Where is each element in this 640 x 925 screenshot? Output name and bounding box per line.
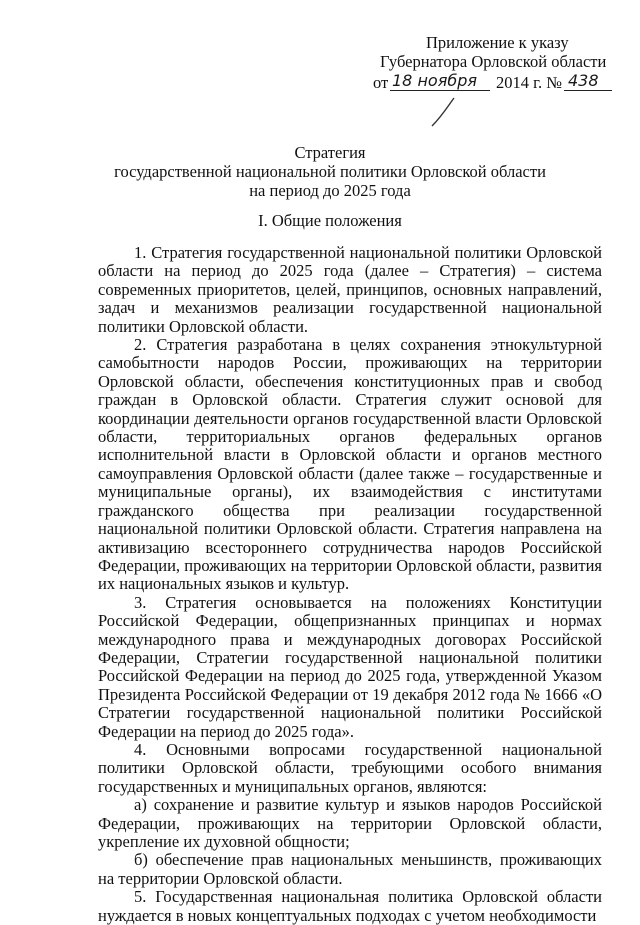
annex-line-1: Приложение к указу <box>426 33 569 52</box>
section-heading: I. Общие положения <box>258 211 402 230</box>
paragraph-4: 4. Основными вопросами государственной национальной политики Орловской области, требующими особого внимания государственных и муниципальных органов, являются: <box>98 739 602 796</box>
paragraph-5: 5. Государственная национальная политика Орловской области нуждается в новых концептуальных подходах с учетом необходимости <box>98 887 602 925</box>
date-underline <box>390 90 490 91</box>
date-year: 2014 г. № <box>496 73 563 92</box>
annex-date-line <box>372 71 622 93</box>
handwritten-number: 438 <box>568 71 599 90</box>
paragraph-3: 3. Стратегия основывается на положениях Конституции Российской Федерации, общепризнанных принципах и нормах международного права и международных договорах Российской Федерации, Стратегии государственной национальной политики Российской Федерации на период до 2025 года, утвержденной Указом Президента Российской Федерации от 19 декабря 2012 года № 1666 «О Стратегии государственной национальной политики Российской Федерации на период до 2025 года». <box>98 592 602 741</box>
paragraph-2: 2. Стратегия разработана в целях сохранения этнокультурной самобытности народов России, проживающих на территории Орловской области, обеспечения конституционных прав и свобод граждан в Орловской области. Стратегия служит основой для координации деятельности органов государственной власти Орловской области, территориальных органов федеральных органов исполнительной власти в Орловской области и органов местного самоуправления Орловской области (далее также – государственные и муниципальные органы), их взаимодействия с институтами гражданского общества при реализации государственной национальной политики Орловской области. Стратегия направлена на активизацию всестороннего сотрудничества народов Российской Федерации, проживающих на территории Орловской области, развития их национальных языков и культур. <box>98 335 602 594</box>
paragraph-4a: а) сохранение и развитие культур и языков народов Российской Федерации, проживающих на территории Орловской области, укрепление их духовной общности; <box>98 795 602 851</box>
date-prefix: от <box>373 73 389 92</box>
paragraph-4b: б) обеспечение прав национальных меньшинств, проживающих на территории Орловской области. <box>98 850 602 888</box>
pen-stroke-mark <box>424 96 464 130</box>
paragraph-1: 1. Стратегия государственной национальной политики Орловской области на период до 2025 года (далее – Стратегия) – система современных приоритетов, целей, принципов, основных направлений, задач и механизмов реализации государственной национальной политики Орловской области. <box>98 243 602 336</box>
title-line-1: Стратегия <box>294 143 366 162</box>
annex-line-2: Губернатора Орловской области <box>380 52 607 71</box>
handwritten-date: 18 ноября <box>392 71 477 90</box>
number-underline <box>564 90 612 91</box>
title-line-2: государственной национальной политики Орловской области <box>114 162 546 181</box>
title-line-3: на период до 2025 года <box>249 181 411 200</box>
annex-header <box>372 33 622 93</box>
document-body <box>98 244 602 925</box>
